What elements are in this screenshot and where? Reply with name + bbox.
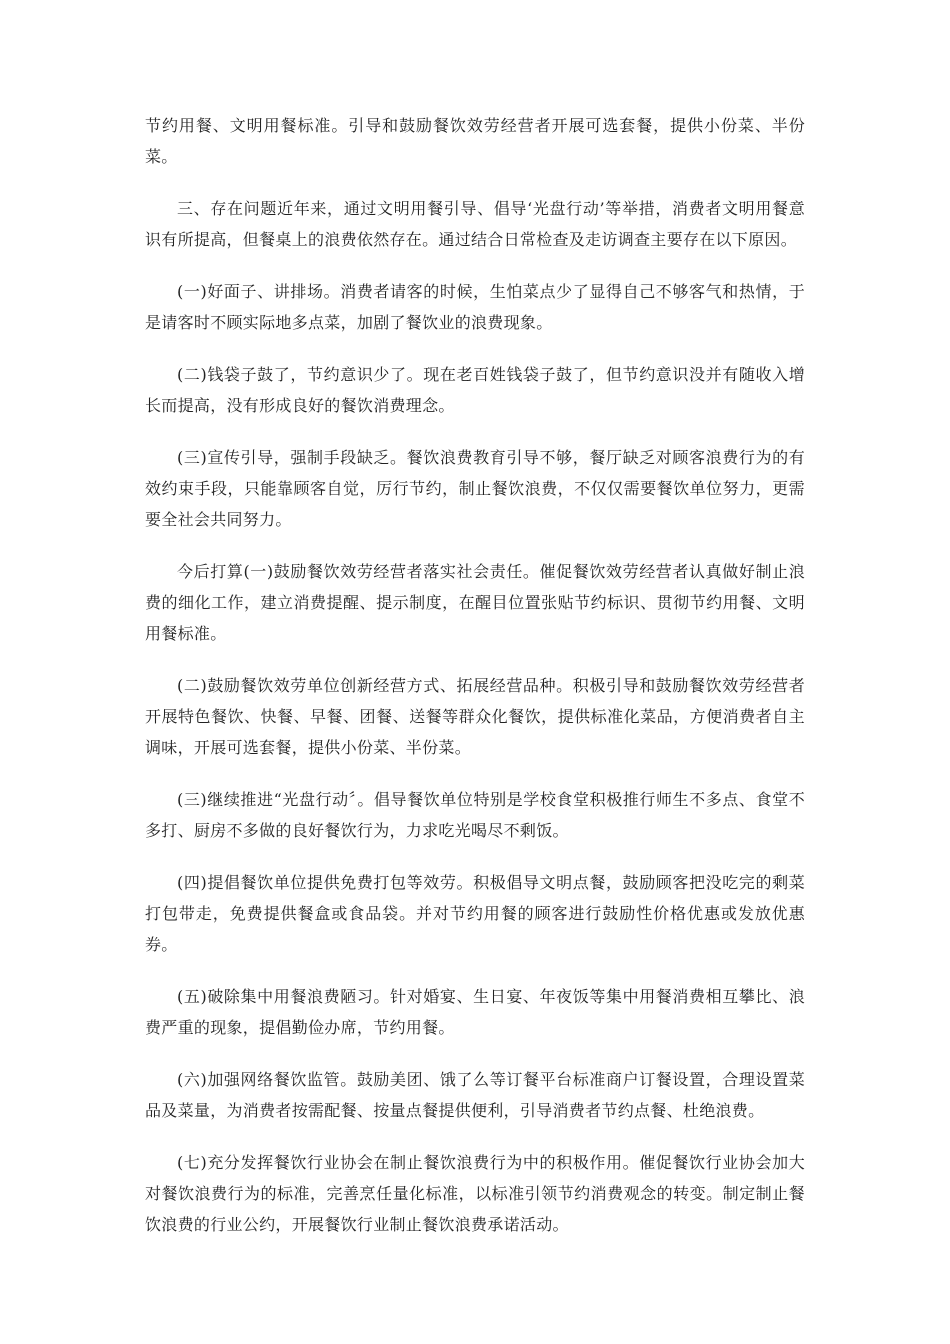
paragraph-1: 节约用餐、文明用餐标准。引导和鼓励餐饮效劳经营者开展可选套餐，提供小份菜、半份菜。 <box>145 116 805 166</box>
paragraph-8: (三)继续推进“光盘行动〞。倡导餐饮单位特别是学校食堂积极推行师生不多点、食堂不多打、厨房不多做的良好餐饮行为，力求吃光喝尽不剩饭。 <box>145 790 805 840</box>
document-body <box>145 110 805 1261</box>
paragraph-3: (一)好面子、讲排场。消费者请客的时候，生怕菜点少了显得自己不够客气和热情，于是请客时不顾实际地多点菜，加剧了餐饮业的浪费现象。 <box>145 282 805 332</box>
paragraph-6: 今后打算(一)鼓励餐饮效劳经营者落实社会责任。催促餐饮效劳经营者认真做好制止浪费的细化工作，建立消费提醒、提示制度，在醒目位置张贴节约标识、贯彻节约用餐、文明用餐标准。 <box>145 562 805 643</box>
paragraph-11: (六)加强网络餐饮监管。鼓励美团、饿了么等订餐平台标准商户订餐设置，合理设置菜品及菜量，为消费者按需配餐、按量点餐提供便利，引导消费者节约点餐、杜绝浪费。 <box>145 1070 805 1120</box>
paragraph-9: (四)提倡餐饮单位提供免费打包等效劳。积极倡导文明点餐，鼓励顾客把没吃完的剩菜打包带走，免费提供餐盒或食品袋。并对节约用餐的顾客进行鼓励性价格优惠或发放优惠券。 <box>145 873 805 954</box>
paragraph-7: (二)鼓励餐饮效劳单位创新经营方式、拓展经营品种。积极引导和鼓励餐饮效劳经营者开展特色餐饮、快餐、早餐、团餐、送餐等群众化餐饮，提供标准化菜品，方便消费者自主调味，开展可选套餐，提供小份菜、半份菜。 <box>145 676 805 757</box>
paragraph-2: 三、存在问题近年来，通过文明用餐引导、倡导‘光盘行动’等举措，消费者文明用餐意识有所提高，但餐桌上的浪费依然存在。通过结合日常检查及走访调查主要存在以下原因。 <box>145 199 805 249</box>
paragraph-10: (五)破除集中用餐浪费陋习。针对婚宴、生日宴、年夜饭等集中用餐消费相互攀比、浪费严重的现象，提倡勤俭办席，节约用餐。 <box>145 987 805 1037</box>
paragraph-5: (三)宣传引导，强制手段缺乏。餐饮浪费教育引导不够，餐厅缺乏对顾客浪费行为的有效约束手段，只能靠顾客自觉，厉行节约，制止餐饮浪费，不仅仅需要餐饮单位努力，更需要全社会共同努力。 <box>145 448 805 529</box>
paragraph-12: (七)充分发挥餐饮行业协会在制止餐饮浪费行为中的积极作用。催促餐饮行业协会加大对餐饮浪费行为的标准，完善烹任量化标准，以标准引领节约消费观念的转变。制定制止餐饮浪费的行业公约，开展餐饮行业制止餐饮浪费承诺活动。 <box>145 1153 805 1234</box>
paragraph-4: (二)钱袋子鼓了，节约意识少了。现在老百姓钱袋子鼓了，但节约意识没并有随收入增长而提高，没有形成良好的餐饮消费理念。 <box>145 365 805 415</box>
